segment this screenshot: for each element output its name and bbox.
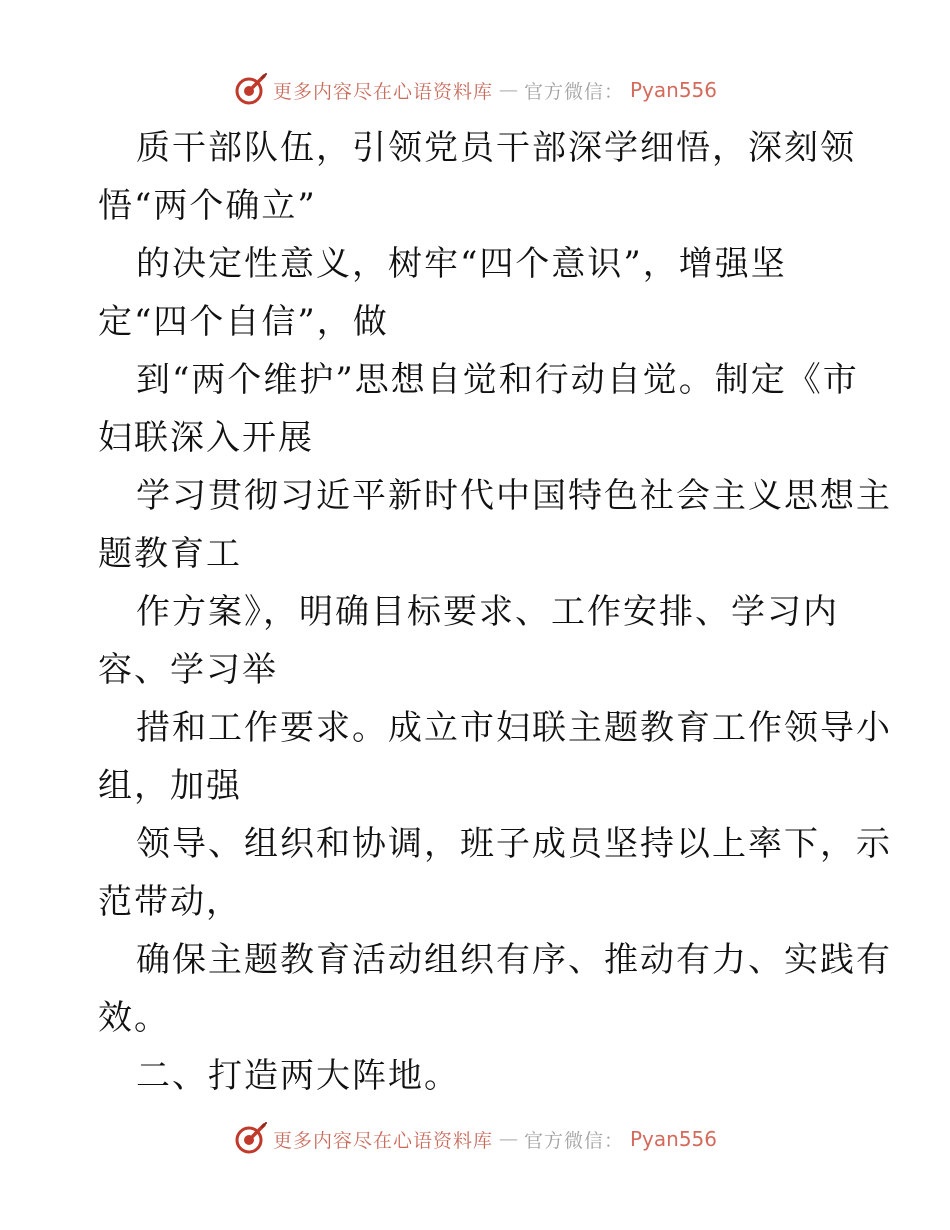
body-line: 作方案》，明确目标要求、工作安排、学习内 <box>136 592 839 632</box>
body-line: 组，加强 <box>98 766 242 806</box>
body-line: 容、学习举 <box>98 650 278 690</box>
body-line: 定“四个自信”，做 <box>98 302 389 342</box>
banner-wechat-label: 官方微信： <box>523 1129 624 1152</box>
banner-wechat-label: 官方微信： <box>523 80 624 103</box>
banner-text: 更多内容尽在心语资料库 <box>272 1129 493 1152</box>
banner-separator: — <box>498 79 518 101</box>
body-line: 范带动， <box>98 882 242 922</box>
banner-separator: — <box>498 1128 518 1150</box>
footer-banner <box>0 1117 950 1161</box>
body-line: 措和工作要求。成立市妇联主题教育工作领导小 <box>136 708 892 748</box>
banner-wechat-id: Pyan556 <box>630 78 718 102</box>
body-line: 效。 <box>98 998 170 1038</box>
body-line: 题教育工 <box>98 534 242 574</box>
banner-wechat-id: Pyan556 <box>630 1127 718 1151</box>
banner-text: 更多内容尽在心语资料库 <box>272 80 493 103</box>
body-line: 确保主题教育活动组织有序、推动有力、实践有 <box>136 940 892 980</box>
body-line: 学习贯彻习近平新时代中国特色社会主义思想主 <box>136 476 892 516</box>
body-line: 妇联深入开展 <box>98 418 314 458</box>
body-line: 的决定性意义，树牢“四个意识”，增强坚 <box>136 244 787 284</box>
section-heading: 二、打造两大阵地。 <box>136 1056 460 1096</box>
body-line: 领导、组织和协调，班子成员坚持以上率下，示 <box>136 824 892 864</box>
brush-logo-icon <box>233 1122 267 1156</box>
body-line: 质干部队伍，引领党员干部深学细悟，深刻领 <box>136 128 856 168</box>
body-line: 悟“两个确立” <box>98 186 317 226</box>
body-line: 到“两个维护”思想自觉和行动自觉。制定《市 <box>136 360 859 400</box>
